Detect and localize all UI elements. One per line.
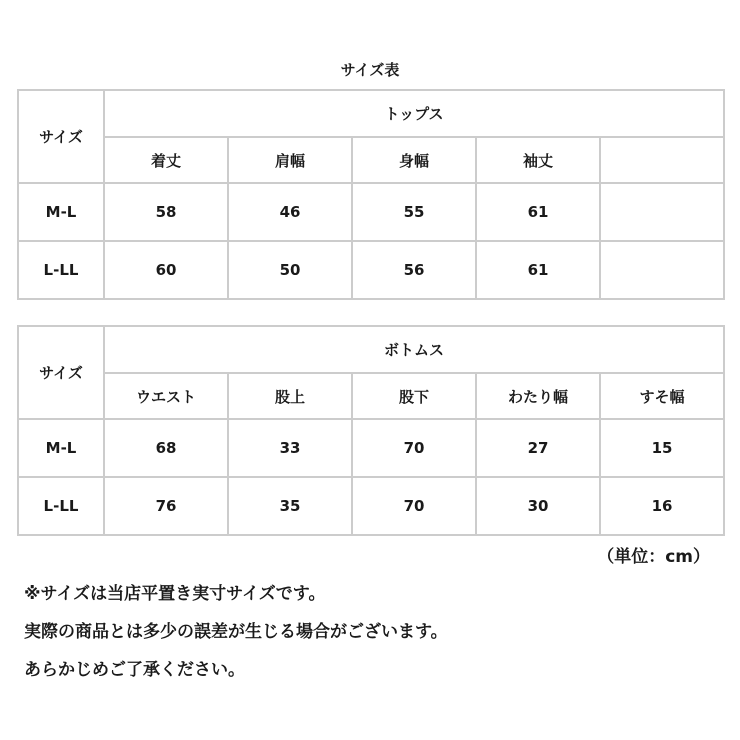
value-cell: 27 — [476, 419, 600, 477]
value-cell: 16 — [600, 477, 724, 535]
value-cell: 56 — [352, 241, 476, 299]
bottoms-column-header: わたり幅 — [476, 373, 600, 419]
tops-column-header: 着丈 — [104, 137, 228, 183]
value-cell: 35 — [228, 477, 352, 535]
unit-note: （単位：cm） — [597, 547, 710, 567]
value-cell — [600, 241, 724, 299]
value-cell: 61 — [476, 241, 600, 299]
tops-column-header: 身幅 — [352, 137, 476, 183]
bottoms-size-table — [17, 325, 725, 536]
value-cell: 68 — [104, 419, 228, 477]
value-cell: 58 — [104, 183, 228, 241]
tops-size-table — [17, 89, 725, 300]
tops-header-row — [18, 90, 724, 137]
bottoms-column-header: ウエスト — [104, 373, 228, 419]
value-cell: 50 — [228, 241, 352, 299]
value-cell: 60 — [104, 241, 228, 299]
tops-column-header: 袖丈 — [476, 137, 600, 183]
value-cell: 55 — [352, 183, 476, 241]
table-row — [18, 241, 724, 299]
value-cell: 15 — [600, 419, 724, 477]
value-cell: 70 — [352, 477, 476, 535]
value-cell — [600, 183, 724, 241]
tops-group-label: トップス — [104, 90, 724, 137]
tops-size-label: サイズ — [18, 90, 104, 183]
value-cell: 70 — [352, 419, 476, 477]
size-cell: M-L — [18, 183, 104, 241]
table-row — [18, 477, 724, 535]
bottoms-column-header: 股下 — [352, 373, 476, 419]
table-row — [18, 183, 724, 241]
bottoms-column-header: 股上 — [228, 373, 352, 419]
value-cell: 33 — [228, 419, 352, 477]
size-cell: M-L — [18, 419, 104, 477]
table-row — [18, 419, 724, 477]
value-cell: 76 — [104, 477, 228, 535]
bottoms-column-header: すそ幅 — [600, 373, 724, 419]
value-cell: 61 — [476, 183, 600, 241]
tops-column-row — [18, 137, 724, 183]
page-title: サイズ表 — [340, 61, 400, 79]
bottoms-column-row — [18, 373, 724, 419]
bottoms-header-row — [18, 326, 724, 373]
size-cell: L-LL — [18, 477, 104, 535]
bottoms-group-label: ボトムス — [104, 326, 724, 373]
value-cell: 30 — [476, 477, 600, 535]
notes-block — [24, 578, 448, 692]
tops-column-header — [600, 137, 724, 183]
bottoms-size-label: サイズ — [18, 326, 104, 419]
value-cell: 46 — [228, 183, 352, 241]
size-cell: L-LL — [18, 241, 104, 299]
note-line: ※サイズは当店平置き実寸サイズです。 — [24, 584, 326, 604]
tops-column-header: 肩幅 — [228, 137, 352, 183]
note-line: あらかじめご了承ください。 — [24, 660, 245, 680]
note-line: 実際の商品とは多少の誤差が生じる場合がございます。 — [24, 622, 448, 642]
